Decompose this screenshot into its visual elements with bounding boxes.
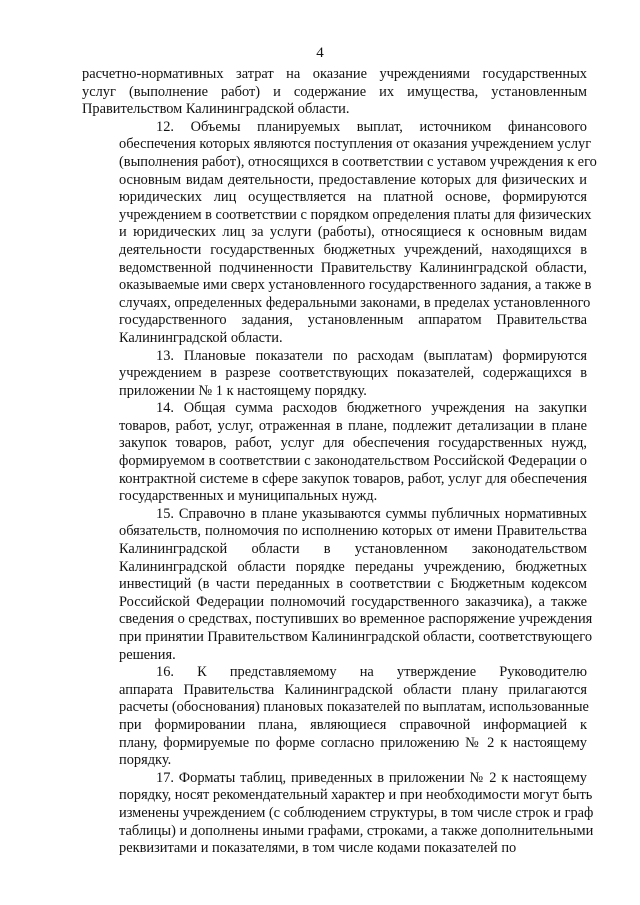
paragraph-cont [82, 66, 587, 119]
paragraph-p12 [82, 118, 597, 348]
text-line: таблицы) и дополнены иными графами, строками, а также дополнительными [119, 822, 594, 839]
text-line: расчеты (обоснования) плановых показателей по выплатам, использованные [119, 699, 589, 716]
text-line: 13. Плановые показатели по расходам (выплатам) формируются [156, 347, 587, 364]
text-line: случаях, определенных федеральными законами, в пределах установленного [119, 294, 591, 311]
text-line: государственных и муниципальных нужд. [119, 488, 378, 505]
text-line: деятельности государственных бюджетных учреждений, находящихся в [119, 241, 587, 258]
paragraph-p17 [82, 769, 594, 858]
text-line: формируемом в соответствии с законодательством Российской Федерации о [119, 453, 587, 470]
text-line: при формировании плана, являющиеся справочной информацией к [119, 716, 587, 733]
paragraph-p15 [82, 505, 593, 664]
text-line: закупок товаров, работ, услуг для обеспечения государственных нужд, [119, 435, 587, 452]
text-line: и юридических лиц за услуги (работы), относящиеся к основным видам [119, 224, 587, 241]
text-line: Калининградской области в установленном законодательством [119, 541, 587, 558]
text-line: 12. Объемы планируемых выплат, источником финансового [156, 118, 587, 135]
text-line: Калининградской области. [119, 329, 283, 346]
document-body [82, 66, 597, 858]
text-line: государственного задания, установленным аппаратом Правительства [119, 312, 587, 329]
text-line: порядку, носят рекомендательный характер и при необходимости могут быть [119, 787, 593, 804]
text-line: при принятии Правительством Калининградской области, соответствующего [119, 629, 593, 645]
text-line: Правительством Калининградской области. [82, 101, 350, 118]
paragraph-p14 [82, 400, 587, 506]
text-line: юридических лиц осуществляется на платной основе, формируются [119, 189, 587, 206]
text-line: контрактной системе в сфере закупок товаров, работ, услуг для обеспечения [119, 470, 588, 487]
text-line: основным видам деятельности, предоставление которых для физических и [119, 171, 587, 188]
text-line: 14. Общая сумма расходов бюджетного учреждения на закупки [156, 400, 587, 417]
text-line: Калининградской области порядке переданы учреждению, бюджетных [119, 558, 587, 575]
text-line: услуг (выполнение работ) и содержание их имущества, установленным [82, 83, 587, 100]
text-line: обязательств, полномочия по исполнению которых от имени Правительства [119, 523, 587, 540]
text-line: учреждением в разрезе соответствующих показателей, содержащихся в [119, 365, 587, 382]
text-line: решения. [119, 646, 176, 663]
text-line: изменены учреждением (с соблюдением структуры, в том числе строк и граф [119, 804, 594, 821]
text-line: оказываемые ими сверх установленного государственного задания, а также в [119, 277, 592, 294]
text-line: сведения о средствах, поступивших во временное распоряжение учреждения [119, 611, 593, 628]
text-line: инвестиций (в части переданных в соответствии с Бюджетным кодексом [119, 576, 587, 593]
text-line: ведомственной подчиненности Правительству Калининградской области, [119, 259, 587, 276]
text-line: учреждением в соответствии с порядком определения платы для физических [119, 206, 592, 223]
text-line: 16. К представляемому на утверждение Руководителю [156, 664, 587, 681]
text-line: (выполнения работ), относящихся в соответствии с уставом учреждения к его [119, 153, 597, 170]
text-line: реквизитами и показателями, в том числе кодами показателей по [119, 840, 517, 857]
text-line: порядку. [119, 752, 172, 769]
text-line: Российской Федерации полномочий государственного заказчика), а также [119, 593, 587, 610]
paragraph-p13 [82, 348, 587, 401]
text-line: аппарата Правительства Калининградской области плану прилагаются [119, 681, 587, 698]
text-line: обеспечения которых являются поступления от оказания учреждением услуг [119, 136, 592, 153]
text-line: 17. Форматы таблиц, приведенных в приложении № 2 к настоящему [156, 769, 587, 786]
text-line: приложении № 1 к настоящему порядку. [119, 382, 367, 399]
text-line: расчетно-нормативных затрат на оказание учреждениями государственных [82, 66, 587, 82]
page-number: 4 [316, 45, 324, 61]
text-line: 15. Справочно в плане указываются суммы публичных нормативных [156, 505, 587, 522]
text-line: товаров, работ, услуг, отраженная в плане, подлежит детализации в плане [119, 417, 587, 434]
text-line: плану, формируемые по форме согласно приложению № 2 к настоящему [119, 734, 587, 751]
paragraph-p16 [82, 664, 587, 770]
